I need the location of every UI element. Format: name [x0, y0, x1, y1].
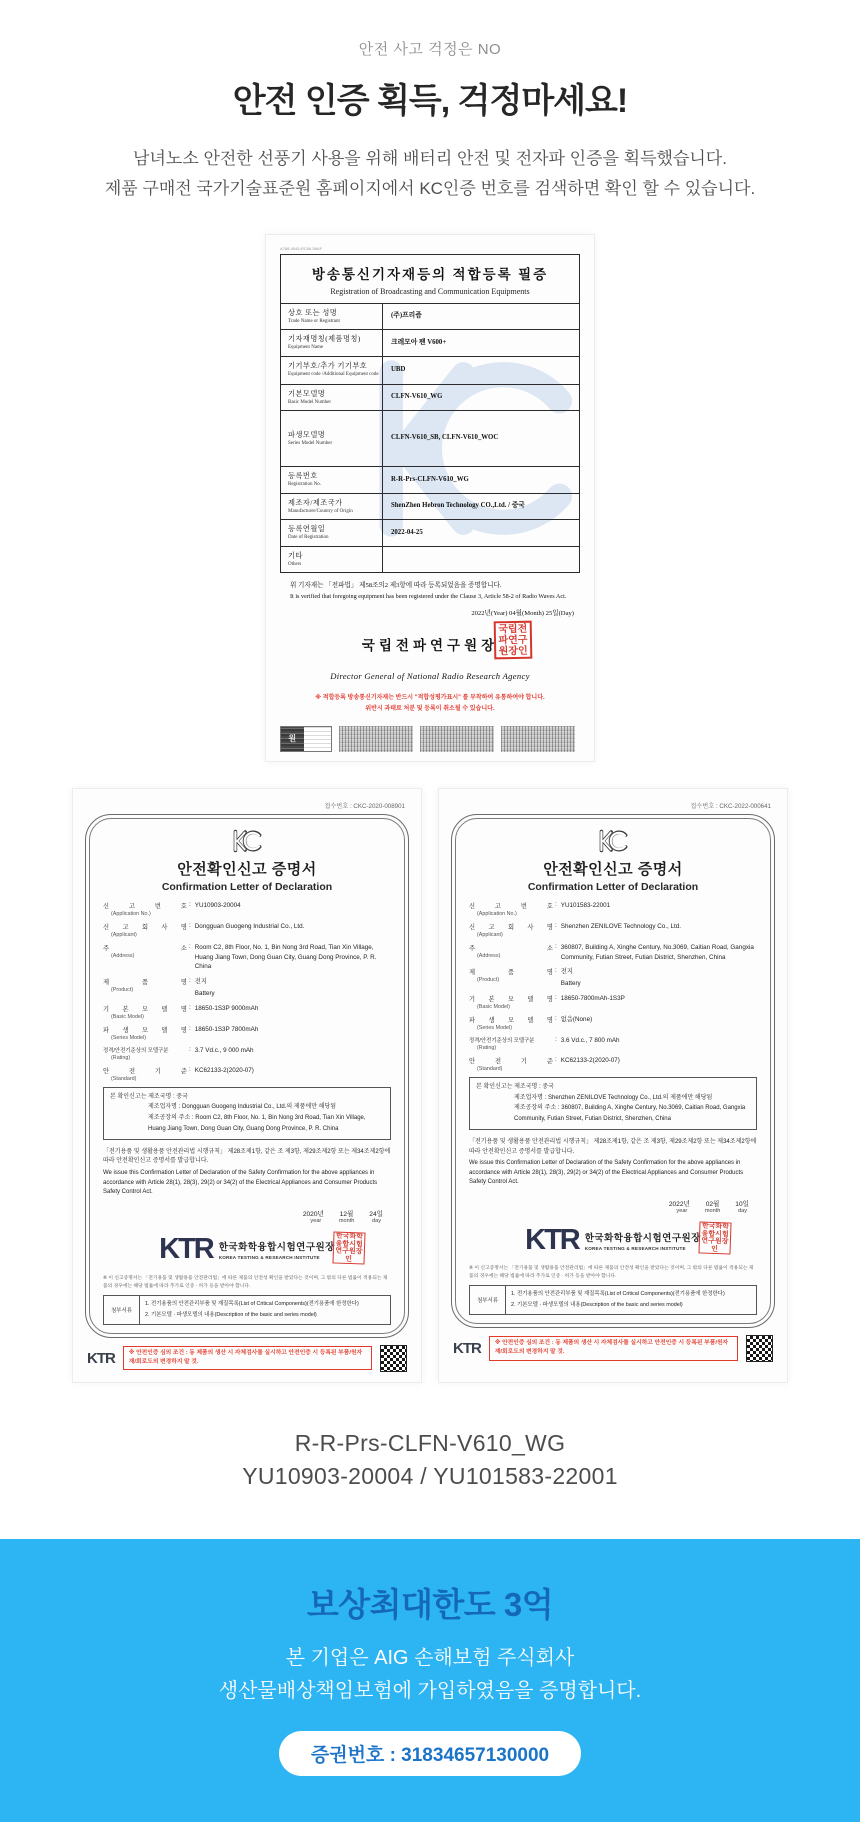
warning-line-2: 위반시 과태료 처분 및 등록이 취소될 수 있습니다. [365, 705, 495, 712]
header-section [0, 0, 860, 204]
compliance-warning [280, 693, 580, 713]
row-label-en: Others [288, 561, 302, 567]
declaration-title: 안전확인신고 증명서 [543, 860, 683, 878]
field-label-en: (Series Model) [477, 1024, 513, 1031]
declaration-certificate-left [72, 788, 422, 1383]
field-row [103, 1066, 391, 1082]
manufacturer-box [103, 1087, 391, 1140]
official-seal-stamp-icon: 국립전파연구원장인 [494, 621, 533, 660]
registration-code: R-R-Prs-CLFN-V610_WG [294, 1429, 566, 1456]
table-row [281, 467, 579, 494]
row-label-en: Equipment code /Additional Equipment code [288, 372, 379, 378]
field-label-en: (Product) [477, 977, 500, 984]
field-label-en: (Basic Model) [111, 1013, 144, 1020]
field-label-en: (Standard) [477, 1065, 503, 1072]
ktr-org-korean: 한국화학융합시험연구원장 [584, 1232, 701, 1244]
field-value: 없음(None) [560, 1015, 593, 1023]
field-label-en: (Applicant) [111, 931, 137, 938]
kc-mark-icon [596, 828, 630, 854]
insurance-description [0, 1642, 860, 1707]
statement-korean: 위 기자재는 「전파법」 제58조의2 제3항에 따라 등록되었음을 증명합니다. [290, 582, 502, 589]
insurance-banner [0, 1539, 860, 1822]
factory-address: 제조공장의 주소 : 360807, Building A, Xinghe Century, No.3069, Caitian Road, Gangxia Community, Futian Street, Futian District, Shenzhen, China [514, 1105, 746, 1123]
colon: : [555, 900, 557, 908]
colon: : [555, 1035, 557, 1043]
field-label: 정격/안전기준상의 모델구분 [103, 1047, 169, 1054]
table-row [281, 494, 579, 521]
condition-stamp-note: ※ 안전인증 심의 조건 : 동 제품의 생산 시 자체검사를 실시하고 안전인증 시 등록된 부품/원자재/회로도의 변경하지 말 것. [123, 1346, 372, 1371]
manufacturer-country: 본 확인신고는 제조국명 : 중국 [476, 1083, 554, 1090]
row-label: 기타 [288, 551, 303, 560]
row-value: 2022-04-25 [391, 528, 423, 536]
description-line-1: 남녀노소 안전한 선풍기 사용을 위해 배터리 안전 및 전자파 인증을 획득했습니다. [133, 149, 727, 168]
ktr-logo-small: KTR [453, 1339, 481, 1357]
field-label: 안 전 기 준 [469, 1057, 553, 1065]
field-row [469, 901, 757, 917]
field-label: 주 소 [469, 944, 553, 952]
radio-registration-certificate [265, 234, 595, 762]
row-label: 파생모델명 [288, 430, 326, 439]
barcode-icon [420, 726, 494, 752]
field-value [561, 967, 757, 989]
row-label: 기본모델명 [288, 389, 326, 398]
field-value: YU10903-20004 [194, 901, 241, 909]
warning-line-1: ※ 적합등록 방송통신기자재는 반드시 "적합성평가표시" 를 부착하여 유통하여야 합니다. [315, 695, 545, 702]
field-label: 제 품 명 [103, 979, 187, 987]
document-stamp-icon [280, 726, 332, 752]
field-row [103, 901, 391, 917]
field-value: Room C2, 8th Floor, No. 1, Bin Nong 3rd Road, Tian Xin Village, Huang Jiang Town, Dong Guan City, Guang Dong Province, P. R. China [194, 943, 377, 971]
attachments-list [140, 1296, 390, 1324]
row-label: 제조자/제조국가 [288, 498, 343, 507]
ktr-org-english: KOREA TESTING & RESEARCH INSTITUTE [218, 1255, 320, 1261]
radio-cert-table [280, 254, 580, 574]
colon: : [189, 1003, 191, 1011]
field-value: Dongguan Guogeng Industrial Co., Ltd. [194, 922, 305, 930]
field-value: YU101583-22001 [560, 901, 611, 909]
product-korean: 전지 [194, 978, 207, 986]
field-label-en: (Product) [111, 987, 134, 994]
field-label: 안 전 기 준 [103, 1067, 187, 1075]
colon: : [189, 942, 191, 950]
colon: : [555, 1014, 557, 1022]
declaration-fields [103, 901, 391, 1082]
declaration-footnote: ※ 이 신고증명서는 「전기용품 및 생활용품 안전관리법」에 따른 제품의 안전성 확인을 받았다는 것이며, 그 밖의 다른 법률이 적용되는 제품의 경우에는 해당 법률에 따라 추가로 인증 · 허가 등을 받아야 합니다. [469, 1266, 754, 1280]
registration-date: 2022년(Year) 04월(Month) 25일(Day) [471, 610, 574, 618]
attachments-label: 첨부서류 [104, 1296, 140, 1324]
authority-name-english: Director General of National Radio Research Agency [330, 671, 530, 682]
table-row [281, 385, 579, 412]
certificate-footer [451, 1335, 775, 1362]
barcode-icon [501, 726, 575, 752]
table-row [281, 520, 579, 547]
field-label: 기 본 모 델 명 [103, 1005, 187, 1013]
law-paragraph [103, 1148, 391, 1198]
registration-statement [280, 573, 580, 601]
field-label: 파 생 모 델 명 [469, 1016, 553, 1024]
declaration-certificate-right [438, 788, 788, 1383]
declaration-certificates-row [0, 788, 860, 1383]
declaration-fields [469, 901, 757, 1072]
manufacturer-name: 제조업자명 : Shenzhen ZENILOVE Technology Co., Ltd.의 제품에만 해당됨 [514, 1094, 713, 1101]
row-label: 기기부호/추가 기기부호 [288, 362, 368, 371]
declaration-subtitle: Confirmation Letter of Declaration [161, 880, 333, 893]
row-label: 등록연월일 [288, 525, 326, 533]
field-row [103, 1004, 391, 1020]
law-korean: 「전기용품 및 생활용품 안전관리법 시행규칙」 제28조제1항, 같은 조 제3항, 제29조제2항 또는 제34조제2항에 따라 안전확인신고 증명서를 발급합니다. [469, 1139, 757, 1155]
field-value: 360807, Building A, Xinghe Century, No.3069, Caitian Road, Gangxia Community, Futian Street, Futian District, Shenzhen, China [560, 943, 754, 961]
field-label: 신 고 번 호 [469, 902, 553, 910]
policy-number-badge: 증권번호 : 31834657130000 [279, 1731, 581, 1776]
row-value: ShenZhen Hebron Technology CO.,Ltd. / 중국 [391, 502, 525, 510]
row-value: 크레모아 팬 V600+ [391, 338, 447, 346]
manufacturer-name: 제조업자명 : Dongguan Guogeng Industrial Co., Ltd.의 제품에만 해당됨 [148, 1104, 337, 1111]
colon: : [189, 1024, 191, 1032]
field-row [469, 943, 757, 963]
field-value: 18650-1S3P 7800mAh [194, 1025, 259, 1033]
field-value: KC62133-2(2020-07) [194, 1066, 254, 1074]
colon: : [555, 993, 557, 1001]
declaration-subtitle: Confirmation Letter of Declaration [527, 880, 699, 893]
declaration-title: 안전확인신고 증명서 [177, 860, 317, 878]
colon: : [555, 942, 557, 950]
declaration-codes: YU10903-20004 / YU101583-22001 [242, 1463, 618, 1489]
law-paragraph [469, 1138, 757, 1188]
field-label-en: (Address) [111, 952, 135, 959]
attachments-table [469, 1285, 757, 1315]
certification-codes [0, 1427, 860, 1494]
law-english: We issue this Confirmation Letter of Declaration of the Safety Confirmation for the above appliances in accordance with Article 28(1), 28(3), 29(2) or 34(2) of the Electrical Appliances and Consumer Products Safety Control Act. [469, 1160, 744, 1186]
eyebrow-text: 안전 사고 걱정은 NO [358, 41, 502, 58]
issue-date [469, 1198, 757, 1208]
certificate-frame [451, 814, 775, 1328]
issue-year: 2022년 [668, 1201, 690, 1208]
colon: : [555, 1055, 557, 1063]
issue-day: 10일 [735, 1201, 749, 1208]
ktr-org-korean: 한국화학융합시험연구원장 [218, 1242, 335, 1254]
field-value: 18650-1S3P 9000mAh [194, 1004, 259, 1012]
table-row [281, 357, 579, 385]
page-title: 안전 인증 획득, 걱정마세요! [232, 82, 628, 120]
attachment-item: 1. 전기용품의 안전관리부품 및 재질목록(List of Critical Components)(전기용품에 한정한다) [511, 1291, 725, 1298]
table-row [281, 330, 579, 357]
row-label-en: Equipment Name [288, 345, 324, 350]
field-row [469, 1056, 757, 1072]
field-row [103, 922, 391, 938]
certificate-footer [85, 1345, 409, 1372]
row-label-en: Date of Registration [288, 535, 329, 540]
field-label: 기 본 모 델 명 [469, 995, 553, 1003]
issue-month: 12월 [339, 1210, 354, 1218]
row-label: 기자재명칭(제품명칭) [288, 335, 361, 343]
day-label: day [371, 1217, 381, 1224]
issue-date-labels [103, 1218, 391, 1224]
field-row [469, 1036, 757, 1051]
field-row [469, 922, 757, 938]
table-row [281, 411, 579, 467]
field-label-en: (Rating) [477, 1044, 497, 1051]
ktr-seal-stamp-icon: 한국화학융합시험연구원장인 [332, 1231, 365, 1264]
barcode-icon [339, 726, 413, 752]
field-label-en: (Application No.) [111, 910, 151, 917]
law-english: We issue this Confirmation Letter of Declaration of the Safety Confirmation for the above appliances in accordance with Article 28(1), 28(3), 29(2) or 34(2) of the Electrical Appliances and Consumer Products Safety Control Act. [103, 1169, 378, 1196]
month-label: month [704, 1208, 721, 1214]
radio-cert-title: 방송통신기자재등의 적합등록 필증 [311, 266, 549, 282]
field-row [469, 967, 757, 989]
issue-year: 2020년 [302, 1210, 324, 1218]
colon: : [189, 900, 191, 908]
ktr-logo: KTR [525, 1223, 579, 1256]
row-value: CLFN-V610_WG [391, 393, 443, 401]
table-row [281, 547, 579, 573]
product-english: Battery [560, 980, 581, 988]
issue-date [103, 1208, 391, 1218]
factory-address: 제조공장의 주소 : Room C2, 8th Floor, No. 1, Bin Nong 3rd Road, Tian Xin Village, Huang Jiang Town, Dong Guan City, Guang Dong Province, P. R. China [148, 1115, 366, 1132]
authority-name: 국립전파연구원장 [361, 638, 499, 654]
field-label: 신 고 회 사 명 [469, 923, 553, 931]
row-label-en: Series Model Number [288, 440, 333, 446]
ktr-seal-stamp-icon: 한국화학융합시험연구원장인 [698, 1221, 731, 1254]
colon: : [189, 1045, 191, 1053]
law-korean: 「전기용품 및 생활용품 안전관리법 시행규칙」 제28조제1항, 같은 조 제3항, 제29조제2항 또는 제34조제2항에 따라 안전확인신고 증명서를 발급합니다. [103, 1148, 391, 1165]
field-row [103, 1046, 391, 1061]
page-description [0, 144, 860, 204]
ktr-signature-row [469, 1222, 757, 1258]
declaration-footnote: ※ 이 신고증명서는 「전기용품 및 생활용품 안전관리법」에 따른 제품의 안전성 확인을 받았다는 것이며, 그 밖의 다른 법률이 적용되는 제품의 경우에는 해당 법률에 따라 추가로 인증 · 허가 등을 받아야 합니다. [103, 1275, 388, 1289]
ktr-organization [219, 1239, 335, 1260]
attachments-list [506, 1286, 756, 1314]
insurance-line-2: 생산물배상책임보험에 가입하였음을 증명합니다. [218, 1679, 642, 1702]
field-value: 18650-7800mAh-1S3P [560, 994, 625, 1002]
product-korean: 전지 [560, 968, 573, 976]
field-value: 3.6 Vd.c., 7 800 mAh [560, 1036, 620, 1044]
qr-code-icon [380, 1345, 407, 1372]
receipt-number: 접수번호 : CKC-2022-000641 [690, 802, 771, 810]
row-label-en: Manufacturer/Country of Origin [288, 508, 353, 514]
field-value: KC62133-2(2020-07) [560, 1056, 620, 1064]
field-row [103, 977, 391, 999]
table-row [281, 304, 579, 331]
receipt-number: 접수번호 : CKC-2020-008901 [324, 802, 405, 810]
row-label-en: Basic Model Number [288, 399, 332, 405]
radio-cert-header [281, 255, 579, 304]
field-label-en: (Series Model) [111, 1034, 147, 1041]
field-label: 신 고 번 호 [103, 902, 187, 910]
field-value [195, 977, 391, 999]
row-label: 상호 또는 성명 [288, 308, 338, 317]
field-label-en: (Address) [477, 952, 501, 959]
doc-code: A788-4545-RC86-56AF [280, 245, 323, 251]
barcode-strip [280, 726, 580, 752]
year-label: year [310, 1217, 322, 1224]
field-row [469, 994, 757, 1010]
row-value: CLFN-V610_SB, CLFN-V610_WOC [391, 434, 499, 442]
insurance-line-1: 본 기업은 AIG 손해보험 주식회사 [285, 1647, 575, 1670]
day-label: day [737, 1208, 747, 1214]
attachments-label: 첨부서류 [470, 1286, 506, 1314]
row-label-en: Trade Name or Registrant [288, 318, 340, 324]
kc-mark-icon [230, 828, 264, 854]
ktr-logo: KTR [159, 1233, 213, 1266]
ktr-organization [585, 1230, 701, 1251]
insurance-title: 보상최대한도 3억 [306, 1586, 554, 1624]
condition-stamp-note: ※ 안전인증 심의 조건 : 동 제품의 생산 시 자체검사를 실시하고 안전인증 시 등록된 부품/원자재/회로도의 변경하지 말 것. [489, 1336, 738, 1361]
row-value: R-R-Prs-CLFN-V610_WG [391, 475, 469, 483]
month-label: month [338, 1217, 355, 1224]
colon: : [555, 967, 557, 975]
field-label: 신 고 회 사 명 [103, 923, 187, 931]
issue-month: 02월 [705, 1201, 720, 1208]
field-label-en: (Standard) [111, 1075, 137, 1082]
field-value: Shenzhen ZENILOVE Technology Co., Ltd. [560, 922, 682, 930]
field-label-en: (Application No.) [477, 910, 517, 917]
radio-cert-subtitle: Registration of Broadcasting and Communication Equipments [330, 286, 530, 296]
field-label: 제 품 명 [469, 969, 553, 977]
product-english: Battery [194, 989, 215, 997]
issue-date-labels [469, 1208, 757, 1214]
qr-code-icon [746, 1335, 773, 1362]
field-label-en: (Basic Model) [477, 1003, 510, 1010]
colon: : [189, 977, 191, 985]
row-value [383, 547, 579, 573]
attachment-item: 2. 기본모델 · 파생모델의 내용(Description of the basic and series model) [145, 1311, 317, 1318]
stamp-glyph: 원 [281, 727, 304, 751]
ktr-signature-row [103, 1232, 391, 1268]
ktr-org-english: KOREA TESTING & RESEARCH INSTITUTE [584, 1245, 686, 1251]
row-label-en: Registration No. [288, 482, 322, 487]
issue-day: 24일 [369, 1210, 383, 1218]
field-row [103, 1025, 391, 1041]
attachment-item: 1. 전기용품의 안전관리부품 및 재질목록(List of Critical Components)(전기용품에 한정한다) [145, 1301, 359, 1308]
field-label-en: (Applicant) [477, 931, 503, 938]
stamp-lines [304, 727, 332, 751]
certificate-frame [85, 814, 409, 1338]
colon: : [189, 1065, 191, 1073]
colon: : [189, 921, 191, 929]
row-value: (주)프리즘 [391, 312, 422, 320]
ktr-logo-small: KTR [87, 1349, 115, 1367]
row-value: UBD [391, 365, 406, 373]
colon: : [555, 921, 557, 929]
field-label: 주 소 [103, 944, 187, 952]
field-label: 파 생 모 델 명 [103, 1026, 187, 1034]
description-line-2: 제품 구매전 국가기술표준원 홈페이지에서 KC인증 번호를 검색하면 확인 할 수 있습니다. [104, 178, 756, 198]
field-value: 3.7 Vd.c., 9 000 mAh [194, 1046, 254, 1054]
attachment-item: 2. 기본모델 · 파생모델의 내용(Description of the basic and series model) [511, 1302, 683, 1309]
manufacturer-box [469, 1077, 757, 1130]
manufacturer-country: 본 확인신고는 제조국명 : 중국 [110, 1093, 188, 1100]
field-row [103, 943, 391, 972]
row-label: 등록번호 [288, 472, 318, 480]
field-row [469, 1015, 757, 1031]
year-label: year [676, 1208, 688, 1214]
authority-line [280, 624, 580, 665]
field-label: 정격/안전기준상의 모델구분 [469, 1037, 535, 1044]
attachments-table [103, 1295, 391, 1325]
field-label-en: (Rating) [111, 1054, 131, 1061]
statement-english: It is verified that foregoing equipment has been registered under the Clause 3, Article 58-2 of Radio Waves Act. [290, 592, 567, 600]
